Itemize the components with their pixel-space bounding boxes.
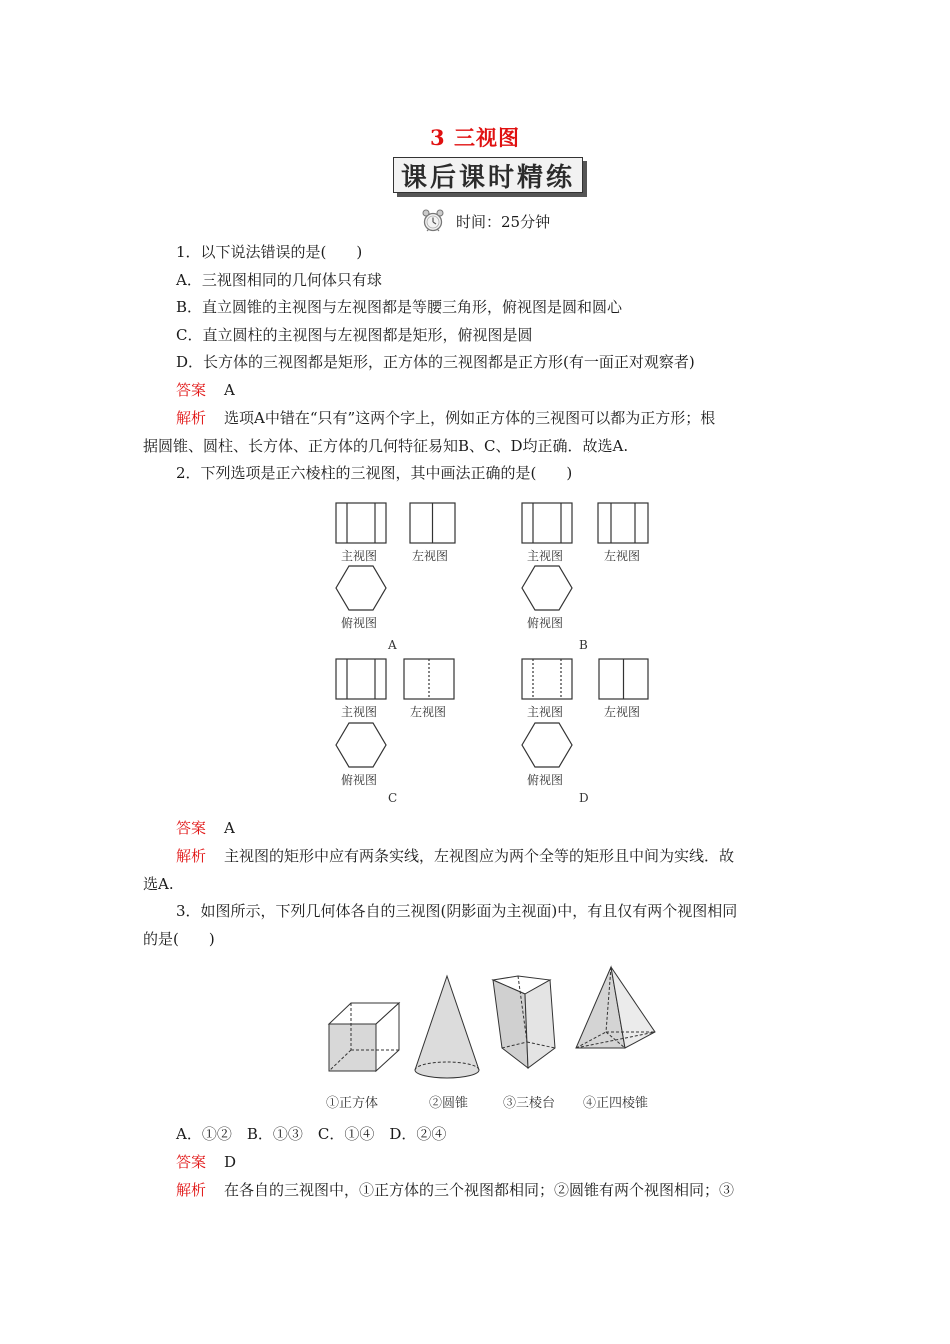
q2-answer: A [224,819,235,837]
answer-label: 答案 [176,1153,207,1171]
section-banner: 课后课时精练 [393,157,583,193]
view-d-left [599,659,648,699]
view-a-front [336,503,386,543]
view-b-left [598,503,648,543]
time-label: 时间：25分钟 [456,212,551,231]
view-a-left [410,503,455,543]
three-view-drawings [326,496,666,808]
label-top-a: 俯视图 [341,616,378,630]
q3-answer-row [176,1152,236,1172]
option-letter-a: A [388,638,397,652]
hexagonal-prism-views-figure [326,496,666,808]
q1-option-d: D．长方体的三视图都是矩形，正方体的三视图都是正方形(有一面正对观察者) [176,353,695,371]
q1-analysis-row [176,408,715,428]
view-d-top [522,723,572,767]
option-letter-b: B [579,638,588,652]
q1-analysis-1: 选项A中错在“只有”这两个字上，例如正方体的三视图可以都为正方形；根 [224,409,716,427]
q3-analysis-row [176,1180,734,1200]
label-front-d: 主视图 [527,705,564,719]
alarm-clock-icon [421,208,445,234]
analysis-label: 解析 [176,409,207,427]
label-left-b: 左视图 [604,549,641,563]
q3-answer: D [224,1153,237,1171]
solid-label-pyramid: ④正四棱锥 [583,1096,649,1111]
answer-label: 答案 [176,381,207,399]
q3-analysis-1: 在各自的三视图中，①正方体的三个视图都相同；②圆锥有两个视图相同；③ [224,1181,735,1199]
answer-label: 答案 [176,819,207,837]
q2-answer-row [176,818,235,838]
label-left-a: 左视图 [412,549,449,563]
label-top-b: 俯视图 [527,616,564,630]
solid-label-cube: ①正方体 [326,1096,379,1111]
solid-label-cone: ②圆锥 [429,1096,469,1111]
view-b-front [522,503,572,543]
cone-solid [415,976,479,1078]
label-front-b: 主视图 [527,549,564,563]
q3-options: A．①② B．①③ C．①④ D．②④ [176,1125,447,1143]
analysis-label: 解析 [176,1181,207,1199]
q1-analysis-2: 据圆锥、圆柱、长方体、正方体的几何特征易知B、C、D均正确．故选A. [143,437,629,455]
view-d-front [522,659,572,699]
label-front-c: 主视图 [341,705,378,719]
q3-stem-1: 3．如图所示，下列几何体各自的三视图(阴影面为主视面)中，有且仅有两个视图相同 [176,902,738,920]
q1-option-a: A．三视图相同的几何体只有球 [176,271,382,289]
view-a-top [336,566,386,610]
time-row [421,206,550,236]
cube-solid [329,1003,399,1071]
q1-answer: A [224,381,235,399]
solids-figure [322,962,662,1112]
q1-option-b: B．直立圆锥的主视图与左视图都是等腰三角形，俯视图是圆和圆心 [176,298,623,316]
solids-drawing [322,962,662,1112]
page-title: 3 三视图 [430,125,520,150]
view-c-left [404,659,454,699]
view-c-top [336,723,386,767]
label-left-d: 左视图 [604,705,641,719]
q2-stem: 2．下列选项是正六棱柱的三视图，其中画法正确的是( ) [176,464,573,482]
option-letter-d: D [579,791,589,805]
label-left-c: 左视图 [410,705,447,719]
label-top-c: 俯视图 [341,773,378,787]
label-front-a: 主视图 [341,549,378,563]
q2-analysis-1: 主视图的矩形中应有两条实线，左视图应为两个全等的矩形且中间为实线．故 [224,847,735,865]
q3-stem-2: 的是( ) [143,930,215,948]
square-pyramid-solid [576,967,655,1048]
analysis-label: 解析 [176,847,207,865]
view-b-top [522,566,572,610]
q1-option-c: C．直立圆柱的主视图与左视图都是矩形，俯视图是圆 [176,326,533,344]
option-letter-c: C [388,791,398,805]
solid-label-frustum: ③三棱台 [503,1096,556,1111]
triangular-frustum-solid [493,976,555,1068]
q1-answer-row [176,380,235,400]
view-c-front [336,659,386,699]
q2-analysis-row [176,846,734,866]
q2-analysis-2: 选A. [143,875,174,893]
q1-stem: 1．以下说法错误的是( ) [176,243,363,261]
label-top-d: 俯视图 [527,773,564,787]
